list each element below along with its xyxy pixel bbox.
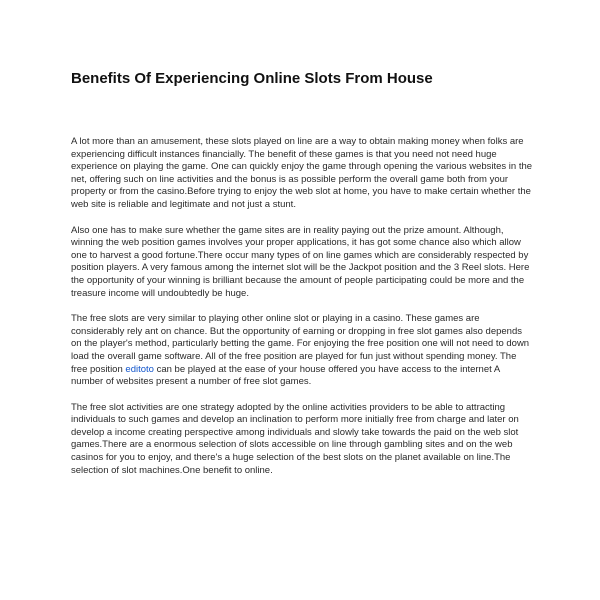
page-title: Benefits Of Experiencing Online Slots From House [71,70,433,87]
paragraph-3-text-before-link: The free slots are very similar to playing other online slot or playing in a casino. These games are considerably rely ant on chance. But the opportunity of earning or dropping in free slot games also depends on the player's method, particularly betting the game. For enjoying the free position one will not need to down load the overall game software. All of the free position are played for fun just without spending money. The free position [71,313,530,375]
paragraph-1: A lot more than an amusement, these slots played on line are a way to obtain making money when folks are experiencing difficult instances financially. The benefit of these games is that you need not need huge experience on playing the game. One can quickly enjoy the game through opening the various websites in the net, offering such on line activities and the bonus is as possible perform the overall game both from your property or from the casino.Before trying to enjoy the web slot at home, you have to make certain whether the web site is reliable and legitimate and not just a stunt. [71,136,533,210]
paragraph-4: The free slot activities are one strategy adopted by the online activities providers to be able to attracting individuals to such games and develop an inclination to perform more initially free from charge and later on develop a income creating perspective among individuals and slowly take towards the paid on the web slot games.There are a enormous selection of slots accessible on line through gambling sites and on the web casinos for you to enjoy, and there's a huge selection of the best slots on the planet available on line.The selection of slot machines.One benefit to online. [71,401,519,476]
article-body [71,136,533,490]
paragraph-3 [71,313,533,389]
paragraph-2: Also one has to make sure whether the game sites are in reality paying out the prize amount. Although, winning the web position games involves your proper applications, it has got some chance also which allow one to harvest a good fortune.There occur many types of on line games which are considerably respected by position players. A very famous among the internet slot will be the Jackpot position and the 3 Reel slots. Here the opportunity of your winning is brilliant because the amount of people participating could be more and the treasure income will undoubtedly be huge. [71,224,530,299]
paragraph-3-text-after-link: can be played at the ease of your house offered you have access to the internet A number of websites present a number of free slot games. [71,363,500,388]
editoto-link[interactable]: editoto [125,363,154,375]
